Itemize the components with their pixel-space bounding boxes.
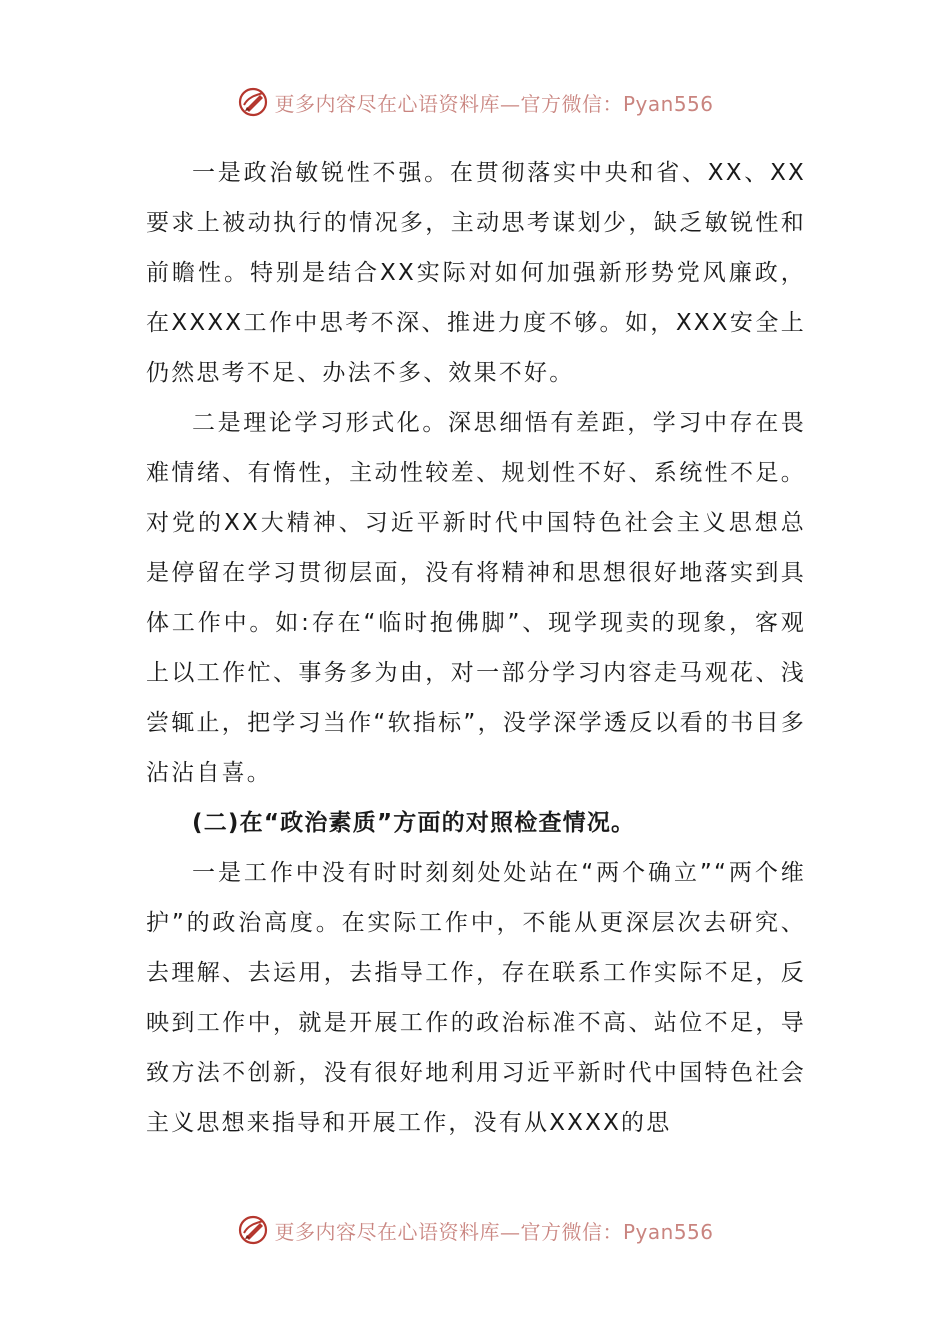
header-watermark-text: 更多内容尽在心语资料库—官方微信：Pyan556 [274, 91, 714, 116]
paragraph-political-sensitivity: 一是政治敏锐性不强。在贯彻落实中央和省、XX、XX要求上被动执行的情况多，主动思考谋划少，缺乏敏锐性和前瞻性。特别是结合XX实际对如何加强新形势党风廉政，在XXXX工作中思考不深、推进力度不够。如，XXX安全上仍然思考不足、办法不多、效果不好。 [146, 160, 806, 386]
section-heading: (二)在“政治素质”方面的对照检查情况。 [192, 810, 636, 836]
footer-watermark-text: 更多内容尽在心语资料库—官方微信：Pyan556 [274, 1219, 714, 1244]
paragraph-political-height: 一是工作中没有时时刻刻处处站在“两个确立”“两个维护”的政治高度。在实际工作中，不能从更深层次去研究、去理解、去运用，去指导工作，存在联系工作实际不足，反映到工作中，就是开展工作的政治标准不高、站位不足，导致方法不创新，没有很好地利用习近平新时代中国特色社会主义思想来指导和开展工作，没有从XXXX的思 [146, 860, 806, 1136]
header-watermark [0, 82, 950, 122]
footer-watermark [0, 1210, 950, 1250]
pen-logo-icon [236, 1213, 270, 1247]
paragraph-theory-study: 二是理论学习形式化。深思细悟有差距，学习中存在畏难情绪、有惰性，主动性较差、规划性不好、系统性不足。对党的XX大精神、习近平新时代中国特色社会主义思想总是停留在学习贯彻层面，没有将精神和思想很好地落实到具体工作中。如:存在“临时抱佛脚”、现学现卖的现象，客观上以工作忙、事务多为由，对一部分学习内容走马观花、浅尝辄止，把学习当作“软指标”，没学深学透反以看的书目多沾沾自喜。 [146, 410, 806, 786]
pen-logo-icon [236, 85, 270, 119]
document-body [146, 148, 806, 1148]
